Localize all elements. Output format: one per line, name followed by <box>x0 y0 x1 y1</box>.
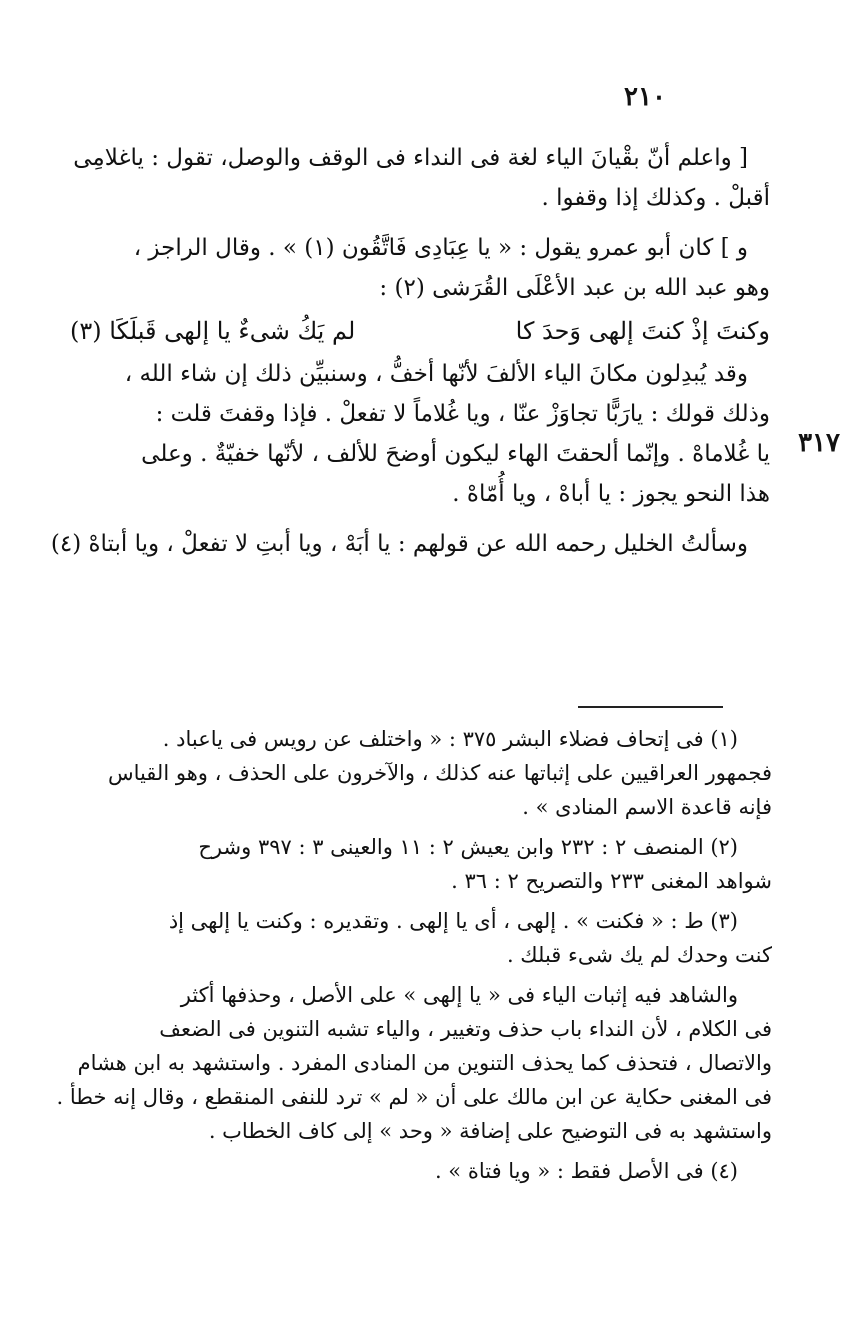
text-line: وسألتُ الخليل رحمه الله عن قولهم : يا أبَهْ ، ويا أبتِ لا تفعلْ ، ويا أبتاهْ (٤) <box>50 531 748 557</box>
verse-first-hemistich: وكنتَ إذْ كنتَ إلهى وَحدَ كا <box>515 317 770 345</box>
footnote-line: (٤) فى الأصل فقط : « ويا فتاة » . <box>434 1159 738 1183</box>
text-line: وقد يُبدِلون مكانَ الياء الألفَ لأنّها أخفُّ ، وسنبيِّن ذلك إن شاء الله ، <box>124 361 748 387</box>
page-number: ٢١٠ <box>624 82 666 112</box>
verse-second-hemistich: لم يَكُ شىءٌ يا إلهى قَبلَكَا (٣) <box>70 317 356 345</box>
footnote-line: (١) فى إتحاف فضلاء البشر ٣٧٥ : « واختلف عن رويس فى ياعباد . <box>162 727 738 751</box>
footnotes <box>56 722 772 1188</box>
footnote-line: شواهد المغنى ٢٣٣ والتصريح ٢ : ٣٦ . <box>451 869 772 893</box>
footnote-line: كنت وحدك لم يك شىء قبلك . <box>506 943 772 967</box>
footnote-line: فإنه قاعدة الاسم المنادى » . <box>522 795 772 819</box>
text-line: وذلك قولك : يارَبًّا تجاوَزْ عنّا ، ويا غُلاماً لا تفعلْ . فإذا وقفتَ قلت : <box>155 401 770 427</box>
text-line: [ واعلم أنّ بقْيانَ الياء لغة فى النداء فى الوقف والوصل، تقول : ياغلامِى <box>73 145 748 171</box>
text-line: يا غُلاماهْ . وإنّما ألحقتَ الهاء ليكون أوضحَ للألف ، لأنّها خفيّةٌ . وعلى <box>141 441 770 467</box>
footnote-line: (٢) المنصف ٢ : ٢٣٢ وابن يعيش ٢ : ١١ والعينى ٣ : ٣٩٧ وشرح <box>198 835 738 859</box>
text-line: وهو عبد الله بن عبد الأعْلَى القُرَشى (٢) : <box>379 275 770 301</box>
footnote-line: والشاهد فيه إثبات الياء فى « يا إلهى » على الأصل ، وحذفها أكثر <box>180 983 738 1007</box>
footnote-separator <box>578 706 723 708</box>
footnote-line: واستشهد به فى التوضيح على إضافة « وحد » إلى كاف الخطاب . <box>208 1119 772 1143</box>
footnote-line: والاتصال ، فتحذف كما يحذف التنوين من المنادى المفرد . واستشهد به ابن هشام <box>77 1051 772 1075</box>
text-line: أقبلْ . وكذلك إذا وقفوا . <box>541 185 770 211</box>
margin-page-reference: ٣١٧ <box>798 428 840 458</box>
footnote-line: (٣) ط : « فكنت » . إلهى ، أى يا إلهى . وتقديره : وكنت يا إلهى إذ <box>168 909 738 933</box>
footnote-line: فى الكلام ، لأن النداء باب حذف وتغيير ، والياء تشبه التنوين فى الضعف <box>159 1017 772 1041</box>
text-line: هذا النحو يجوز : يا أباهْ ، ويا أُمّاهْ . <box>452 481 770 507</box>
poetry-verse <box>70 308 770 354</box>
footnote-line: فجمهور العراقيين على إثباتها عنه كذلك ، والآخرون على الحذف ، وهو القياس <box>107 761 772 785</box>
text-line: و ] كان أبو عمرو يقول : « يا عِبَادِى فَاتَّقُون (١) » . وقال الراجز ، <box>133 235 748 261</box>
footnote-line: فى المغنى حكاية عن ابن مالك على أن « لم » ترد للنفى المنقطع ، وقال إنه خطأ . <box>56 1085 772 1109</box>
main-text <box>50 138 770 564</box>
